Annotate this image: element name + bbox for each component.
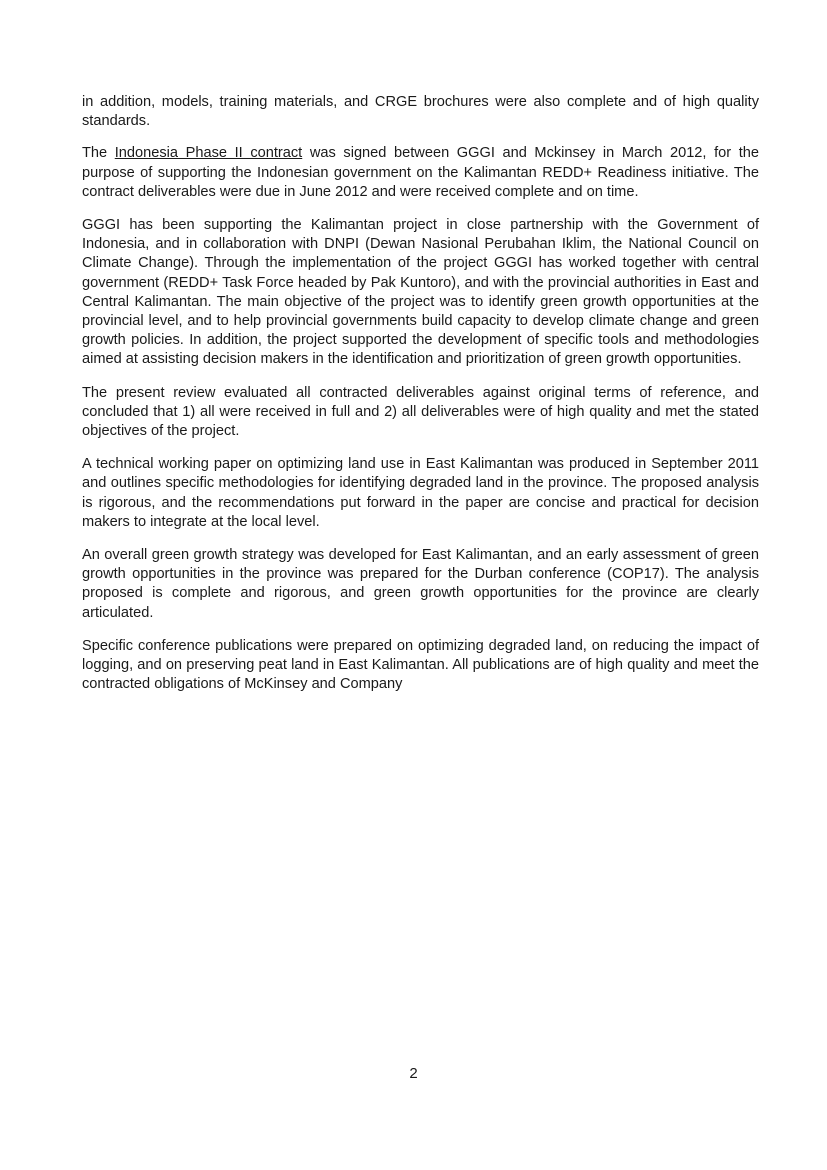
paragraph-crge-brochures: in addition, models, training materials, and CRGE brochures were also complete and of high quality standards. — [82, 94, 759, 130]
paragraph-text-after-link: was signed between GGGI and Mckinsey in March 2012, for the purpose of supporting the Indonesian government on the Kalimantan REDD+ Readiness initiative. The contract deliverables were due in June 2012 and were received complete and on time. — [82, 145, 759, 200]
paragraph-review-evaluation: The present review evaluated all contracted deliverables against original terms of reference, and concluded that 1) all were received in full and 2) all deliverables were of high quality and met the stated objectives of the project. — [82, 384, 759, 440]
paragraph-green-growth-strategy: An overall green growth strategy was developed for East Kalimantan, and an early assessment of green growth opportunities in the province was prepared for the Durban conference (COP17). The analysis proposed is complete and rigorous, and green growth opportunities for the province are clearly articulated. — [82, 547, 759, 621]
paragraph-text-before-link: The — [82, 145, 115, 162]
paragraph-conference-publications: Specific conference publications were prepared on optimizing degraded land, on reducing the impact of logging, and on preserving peat land in East Kalimantan. All publications are of high quality and meet the contracted obligations of McKinsey and Company — [82, 637, 759, 693]
document-body — [82, 93, 759, 708]
indonesia-phase-ii-contract-link[interactable]: Indonesia Phase II contract — [114, 145, 303, 162]
paragraph-kalimantan-partnership: GGGI has been supporting the Kalimantan project in close partnership with the Government of Indonesia, and in collaboration with DNPI (Dewan Nasional Perubahan Iklim, the National Council on Climate Change). Through the implementation of the project GGGI has worked together with central government (REDD+ Task Force headed by Pak Kuntoro), and with the provincial authorities in East and Central Kalimantan. The main objective of the project was to identify green growth opportunities at the provincial level, and to help provincial governments build capacity to develop climate change and green growth policies. In addition, the project supported the development of specific tools and methodologies aimed at assisting decision makers in the identification and prioritization of green growth opportunities. — [82, 217, 759, 368]
paragraph-indonesia-phase-ii — [82, 144, 759, 202]
page-number: 2 — [409, 1065, 418, 1082]
paragraph-technical-working-paper: A technical working paper on optimizing land use in East Kalimantan was produced in September 2011 and outlines specific methodologies for identifying degraded land in the province. The proposed analysis is rigorous, and the recommendations put forward in the paper are concise and practical for decision makers to integrate at the local level. — [82, 456, 759, 530]
